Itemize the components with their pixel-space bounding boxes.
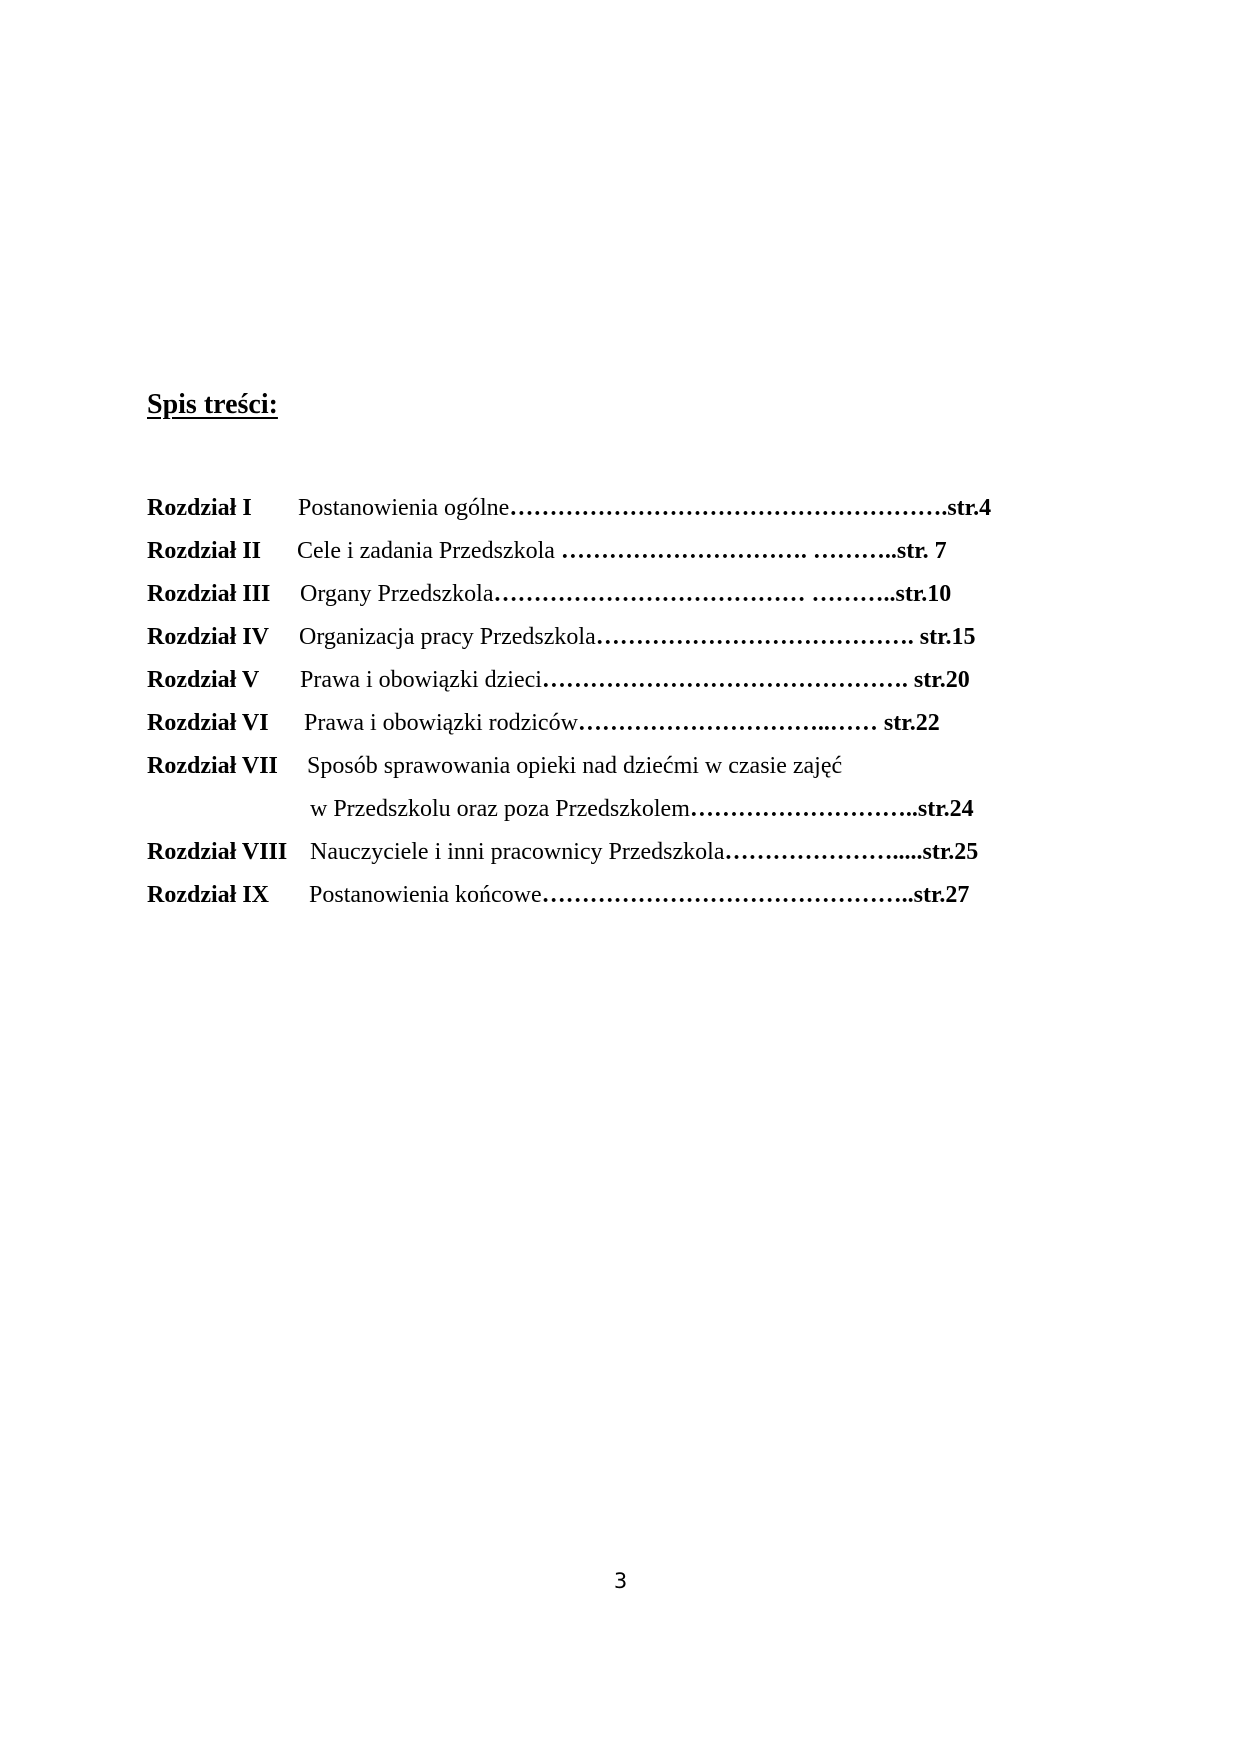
toc-entry-chapter-4: [147, 616, 1067, 659]
entry-title: Prawa i obowiązki rodziców: [304, 710, 578, 736]
page-number: 3: [613, 1569, 628, 1593]
page-reference: str.24: [917, 796, 974, 822]
entry-title: Prawa i obowiązki dzieci: [300, 667, 542, 693]
toc-entry-line: [310, 788, 974, 831]
entry-title: Organy Przedszkola: [300, 581, 494, 607]
toc-entry-chapter-7: [147, 745, 1067, 788]
leader-dots: …………………………. ………..: [554, 538, 897, 564]
toc-entry-line: [300, 573, 951, 616]
toc-entry-line: [310, 831, 978, 874]
toc-entry-line: [300, 659, 970, 702]
toc-entry-chapter-3: [147, 573, 1067, 616]
toc-entry-chapter-9: [147, 874, 1067, 917]
chapter-label: Rozdział III: [147, 581, 271, 607]
page-reference: str.10: [895, 581, 952, 607]
entry-title: Nauczyciele i inni pracownicy Przedszkola: [310, 839, 725, 865]
page-reference: str.15: [919, 624, 976, 650]
leader-dots: ………………….....: [724, 839, 923, 865]
leader-dots: ……………………………………………….: [509, 495, 948, 521]
toc-entry-chapter-8: [147, 831, 1067, 874]
toc-entry-chapter-6: [147, 702, 1067, 745]
leader-dots: …………………………..……: [577, 710, 884, 736]
chapter-label: Rozdział II: [147, 538, 261, 564]
toc-entry-line: [304, 702, 940, 745]
entry-title: Postanowienia ogólne: [298, 495, 510, 521]
leader-dots: ……………………………………….: [541, 667, 914, 693]
leader-dots: ………………………..: [689, 796, 918, 822]
chapter-label: Rozdział VI: [147, 710, 269, 736]
page-reference: str. 7: [896, 538, 947, 564]
entry-title: Cele i zadania Przedszkola: [297, 538, 555, 564]
chapter-label: Rozdział I: [147, 495, 252, 521]
entry-title: Postanowienia końcowe: [309, 882, 542, 908]
leader-dots: ………………………………….: [595, 624, 920, 650]
chapter-label: Rozdział IV: [147, 624, 269, 650]
page-reference: str.20: [913, 667, 970, 693]
entry-title-continuation: w Przedszkolu oraz poza Przedszkolem: [310, 796, 690, 822]
page-reference: str.4: [947, 495, 992, 521]
toc-entry-chapter-1: [147, 487, 1067, 530]
toc-entry-line: [298, 487, 991, 530]
toc-heading: Spis treści:: [147, 389, 278, 420]
table-of-contents: [147, 487, 1067, 917]
chapter-label: Rozdział VIII: [147, 839, 288, 865]
page-reference: str.22: [883, 710, 940, 736]
chapter-label: Rozdział IX: [147, 882, 269, 908]
leader-dots: ………………………………… ………..: [493, 581, 896, 607]
chapter-label: Rozdział V: [147, 667, 260, 693]
toc-entry-chapter-2: [147, 530, 1067, 573]
chapter-label: Rozdział VII: [147, 753, 278, 779]
entry-title: Organizacja pracy Przedszkola: [299, 624, 596, 650]
toc-entry-line: [297, 530, 947, 573]
toc-entry-line: [309, 874, 969, 917]
toc-entry-line: [299, 616, 976, 659]
page-reference: str.27: [913, 882, 970, 908]
leader-dots: ………………………………………..: [541, 882, 914, 908]
entry-title: Sposób sprawowania opieki nad dziećmi w czasie zajęć: [307, 753, 843, 779]
toc-entry-chapter-7-continuation: [147, 788, 1067, 831]
page-reference: str.25: [922, 839, 979, 865]
toc-entry-chapter-5: [147, 659, 1067, 702]
